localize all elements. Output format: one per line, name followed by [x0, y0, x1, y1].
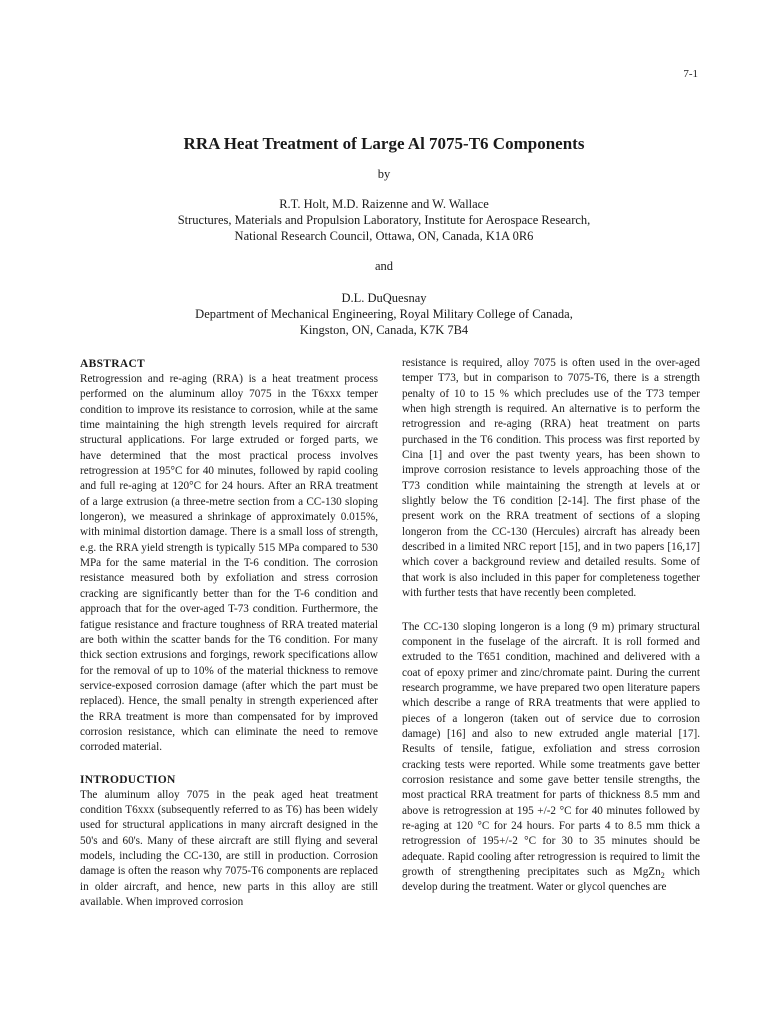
page-number: 7-1: [683, 68, 698, 80]
introduction-text: The aluminum alloy 7075 in the peak aged heat treatment condition T6xxx (subsequently referred to as T6) has been widely used for structural applications in many aircraft designed in the 50's and 60's. Many of these aircraft are still flying and several models, including the CC-130, are still in production. Corrosion damage is often the reason why 7075-T6 components are replaced in older aircraft, and hence, new parts in this alloy are still available. When improved corrosion: [80, 788, 378, 908]
left-column: [80, 356, 378, 910]
right-column: [402, 356, 700, 896]
abstract-text: Retrogression and re-aging (RRA) is a heat treatment process performed on the aluminum alloy 7075 in the T6xxx temper condition to improve its resistance to corrosion, while at the same time maintaining the high strength levels required for aircraft structural applications. For large extruded or forged parts, we have determined that the most practical process involves retrogression at 195°C for 40 minutes, followed by rapid cooling and full re-aging at 120°C for 24 hours. After an RRA treatment of a large extrusion (a three-metre section from a CC-130 sloping longeron), we measured a shrinkage of approximately 0.015%, with minimal distortion damage. There is a small loss of strength, e.g. the RRA yield strength is typically 515 MPa compared to 530 MPa for the same material in the T-6 condition. The corrosion resistance measured both by exfoliation and stress corrosion cracking are significantly better than for the T-6 condition and approach that for the over-aged T-73 condition. Furthermore, the fatigue resistance and fracture toughness of RRA treated material are both within the scatter bands for the T6 condition. For many thick section extrusions and forgings, rework specifications allow for the removal of up to 10% of the material thickness to remove service-exposed corrosion damage (after which the part must be replaced). Hence, the small penalty in strength experienced after the RRA treatment is more than compensated for by improved corrosion resistance, which can eliminate the need to remove corroded material.: [80, 373, 378, 754]
introduction-heading: INTRODUCTION: [80, 773, 176, 786]
body-paragraph-2-tail: which develop during the treatment. Water or glycol quenches are: [402, 866, 700, 894]
affiliation-primary-line2: National Research Council, Ottawa, ON, Canada, K1A 0R6: [234, 229, 534, 243]
body-paragraph-1: resistance is required, alloy 7075 is often used in the over-aged temper T73, but in comparison to 7075-T6, there is a strength penalty of 10 to 15 % which precludes use of the T73 temper when high strength is required. An alternative is to perform the retrogression and re-aging (RRA) heat treatment on parts purchased in the T6 condition. This process was first reported by Cina [1] and over the past twenty years, has been shown to improve corrosion resistance to levels approaching those of the T73 condition while maintaining the strength at levels at or slightly below the T6 condition [2-14]. The first phase of the present work on the RRA treatment of sections of a sloping longeron from the CC-130 (Hercules) aircraft has already been described in a limited NRC report [15], and in two papers [16,17] which cover a background review and detailed results. Some of that work is also included in this paper for completeness together with further tests that have recently been completed.: [402, 357, 700, 600]
affiliation-secondary-line2: Kingston, ON, Canada, K7K 7B4: [299, 323, 469, 337]
paper-title: RRA Heat Treatment of Large Al 7075-T6 Components: [183, 134, 585, 153]
authors-secondary: D.L. DuQuesnay: [341, 291, 427, 305]
by-line: by: [377, 167, 391, 181]
affiliation-primary-line1: Structures, Materials and Propulsion Laboratory, Institute for Aerospace Research,: [177, 213, 591, 227]
body-paragraph-2-text: The CC-130 sloping longeron is a long (9 m) primary structural component in the fuselage of the aircraft. It is roll formed and extruded to the T651 condition, machined and delivered with a coat of epoxy primer and zinc/chromate paint. During the current research programme, we have prepared two open literature papers which describe a range of RRA treatments that were applied to pieces of a longeron (taken out of service due to corrosion damage) [16] and also to new extruded angle material [17]. Results of tensile, fatigue, exfoliation and stress corrosion cracking tests were reported. While some treatments gave better corrosion resistance and some gave better tensile strengths, the most practical RRA treatment for parts of thickness 8.5 mm and above is retrogression at 195 +/-2 °C for 40 minutes followed by re-aging at 120 °C for 24 hours. For parts 4 to 8.5 mm thick a retrogression of 195+/-2 °C for 30 to 35 minutes should be adequate. Rapid cooling after retrogression is required to limit the growth of strengthening precipitates such as MgZn: [402, 620, 700, 878]
affiliation-secondary-line1: Department of Mechanical Engineering, Royal Military College of Canada,: [195, 307, 573, 321]
body-paragraph-2: [402, 620, 700, 896]
and-separator: and: [374, 259, 394, 273]
authors-primary: R.T. Holt, M.D. Raizenne and W. Wallace: [279, 197, 489, 211]
abstract-heading: ABSTRACT: [80, 358, 146, 370]
subscript-2: 2: [660, 871, 665, 881]
